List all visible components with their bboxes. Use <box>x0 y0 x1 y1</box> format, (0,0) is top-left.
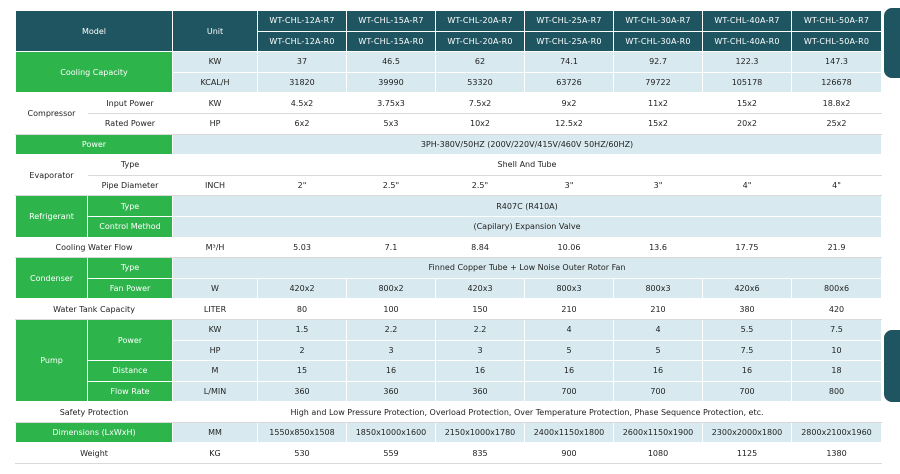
value-cell: 835 <box>436 443 525 464</box>
value-cell: 380 <box>703 299 792 320</box>
value-cell: 53320 <box>436 72 525 93</box>
unit-cell: KG <box>173 443 258 464</box>
value-cell: 7.5 <box>792 319 882 340</box>
value-cell: 360 <box>258 381 347 402</box>
value-cell: 3 <box>436 340 525 361</box>
compressor-rated-row <box>16 113 882 134</box>
unit-cell: KW <box>173 319 258 340</box>
sub-label: Type <box>88 196 173 217</box>
value-cell: 530 <box>258 443 347 464</box>
value-cell: 105178 <box>703 72 792 93</box>
weight-label: Weight <box>16 443 173 464</box>
dimensions-label: Dimensions (LxWxH) <box>16 422 173 443</box>
value-cell: 21.9 <box>792 237 882 258</box>
value-cell: 800x3 <box>525 278 614 299</box>
condenser-type-row <box>16 258 882 279</box>
cooling-capacity-label: Cooling Capacity <box>16 52 173 93</box>
sub-label: Type <box>88 155 173 176</box>
cooling-water-row <box>16 237 882 258</box>
sub-label: Distance <box>88 361 173 382</box>
value-cell: 10x2 <box>436 113 525 134</box>
value-cell: 2" <box>258 175 347 196</box>
value-cell: 2.5" <box>347 175 436 196</box>
sub-label: Pipe Diameter <box>88 175 173 196</box>
value-cell: 559 <box>347 443 436 464</box>
value-cell: 5.5 <box>703 319 792 340</box>
unit-cell: HP <box>173 340 258 361</box>
unit-cell: W <box>173 278 258 299</box>
value-cell: 62 <box>436 52 525 73</box>
value-cell: 6x2 <box>258 113 347 134</box>
cooling-capacity-kw-row <box>16 52 882 73</box>
power-row <box>16 134 882 155</box>
pump-kw-row <box>16 319 882 340</box>
value-cell: 39990 <box>347 72 436 93</box>
unit-header: Unit <box>173 11 258 52</box>
value-cell: 46.5 <box>347 52 436 73</box>
safety-value: High and Low Pressure Protection, Overload Protection, Over Temperature Protection, Phase Sequence Protection, etc. <box>173 402 882 423</box>
value-cell: 18 <box>792 361 882 382</box>
sub-label: Input Power <box>88 93 173 114</box>
value-cell: 17.75 <box>703 237 792 258</box>
pump-distance-row <box>16 361 882 382</box>
value-cell: 2600x1150x1900 <box>614 422 703 443</box>
sub-label: Fan Power <box>88 278 173 299</box>
value-cell: 4 <box>525 319 614 340</box>
value-cell: 700 <box>703 381 792 402</box>
value-cell: 2400x1150x1800 <box>525 422 614 443</box>
value-cell: 420x2 <box>258 278 347 299</box>
cooling-water-label: Cooling Water Flow <box>16 237 173 258</box>
refrigerant-control-value: (Capilary) Expansion Valve <box>173 216 882 237</box>
dimensions-row <box>16 422 882 443</box>
value-cell: 700 <box>614 381 703 402</box>
value-cell: 3.75x3 <box>347 93 436 114</box>
sub-label: Flow Rate <box>88 381 173 402</box>
weight-row <box>16 443 882 464</box>
spec-table <box>15 10 882 464</box>
value-cell: 15x2 <box>703 93 792 114</box>
evaporator-label: Evaporator <box>16 155 88 196</box>
value-cell: 2.2 <box>347 319 436 340</box>
model-r7: WT-CHL-15A-R7 <box>347 11 436 32</box>
compressor-label: Compressor <box>16 93 88 134</box>
value-cell: 5 <box>614 340 703 361</box>
value-cell: 1.5 <box>258 319 347 340</box>
value-cell: 2.5" <box>436 175 525 196</box>
evaporator-pipe-row <box>16 175 882 196</box>
model-r7: WT-CHL-30A-R7 <box>614 11 703 32</box>
value-cell: 4.5x2 <box>258 93 347 114</box>
value-cell: 1380 <box>792 443 882 464</box>
value-cell: 3" <box>614 175 703 196</box>
value-cell: 2800x2100x1960 <box>792 422 882 443</box>
value-cell: 122.3 <box>703 52 792 73</box>
value-cell: 10 <box>792 340 882 361</box>
value-cell: 150 <box>436 299 525 320</box>
value-cell: 360 <box>347 381 436 402</box>
power-value: 3PH-380V/50HZ (200V/220V/415V/460V 50HZ/60HZ) <box>173 134 882 155</box>
value-cell: 8.84 <box>436 237 525 258</box>
value-cell: 92.7 <box>614 52 703 73</box>
model-r0: WT-CHL-40A-R0 <box>703 31 792 52</box>
value-cell: 210 <box>525 299 614 320</box>
value-cell: 360 <box>436 381 525 402</box>
value-cell: 79722 <box>614 72 703 93</box>
model-r0: WT-CHL-20A-R0 <box>436 31 525 52</box>
header-row-r7 <box>16 11 882 32</box>
model-r0: WT-CHL-50A-R0 <box>792 31 882 52</box>
power-label: Power <box>16 134 173 155</box>
side-tab-top <box>884 8 900 78</box>
unit-cell: M <box>173 361 258 382</box>
evaporator-type-row <box>16 155 882 176</box>
sub-label: Rated Power <box>88 113 173 134</box>
unit-cell: KW <box>173 93 258 114</box>
value-cell: 10.06 <box>525 237 614 258</box>
value-cell: 420x6 <box>703 278 792 299</box>
value-cell: 16 <box>525 361 614 382</box>
model-r0: WT-CHL-25A-R0 <box>525 31 614 52</box>
unit-cell: M³/H <box>173 237 258 258</box>
model-r7: WT-CHL-12A-R7 <box>258 11 347 32</box>
refrigerant-type-value: R407C (R410A) <box>173 196 882 217</box>
value-cell: 4" <box>792 175 882 196</box>
pump-label: Pump <box>16 319 88 401</box>
value-cell: 15 <box>258 361 347 382</box>
value-cell: 13.6 <box>614 237 703 258</box>
value-cell: 15x2 <box>614 113 703 134</box>
unit-cell: KW <box>173 52 258 73</box>
refrigerant-type-row <box>16 196 882 217</box>
value-cell: 126678 <box>792 72 882 93</box>
value-cell: 210 <box>614 299 703 320</box>
value-cell: 4 <box>614 319 703 340</box>
value-cell: 7.5 <box>703 340 792 361</box>
condenser-fan-row <box>16 278 882 299</box>
value-cell: 147.3 <box>792 52 882 73</box>
value-cell: 4" <box>703 175 792 196</box>
value-cell: 7.1 <box>347 237 436 258</box>
safety-row <box>16 402 882 423</box>
unit-cell: LITER <box>173 299 258 320</box>
side-tab-bottom <box>884 330 900 402</box>
value-cell: 16 <box>614 361 703 382</box>
value-cell: 1850x1000x1600 <box>347 422 436 443</box>
value-cell: 420 <box>792 299 882 320</box>
evaporator-type-value: Shell And Tube <box>173 155 882 176</box>
water-tank-label: Water Tank Capacity <box>16 299 173 320</box>
value-cell: 63726 <box>525 72 614 93</box>
value-cell: 3 <box>347 340 436 361</box>
model-r7: WT-CHL-20A-R7 <box>436 11 525 32</box>
model-r0: WT-CHL-15A-R0 <box>347 31 436 52</box>
pump-flow-row <box>16 381 882 402</box>
value-cell: 18.8x2 <box>792 93 882 114</box>
value-cell: 1550x850x1508 <box>258 422 347 443</box>
unit-cell: HP <box>173 113 258 134</box>
value-cell: 37 <box>258 52 347 73</box>
value-cell: 16 <box>347 361 436 382</box>
model-r7: WT-CHL-40A-R7 <box>703 11 792 32</box>
model-r7: WT-CHL-25A-R7 <box>525 11 614 32</box>
value-cell: 420x3 <box>436 278 525 299</box>
value-cell: 16 <box>436 361 525 382</box>
value-cell: 800x3 <box>614 278 703 299</box>
value-cell: 16 <box>703 361 792 382</box>
value-cell: 31820 <box>258 72 347 93</box>
value-cell: 2.2 <box>436 319 525 340</box>
value-cell: 1125 <box>703 443 792 464</box>
unit-cell: INCH <box>173 175 258 196</box>
value-cell: 700 <box>525 381 614 402</box>
water-tank-row <box>16 299 882 320</box>
value-cell: 74.1 <box>525 52 614 73</box>
value-cell: 5x3 <box>347 113 436 134</box>
value-cell: 25x2 <box>792 113 882 134</box>
refrigerant-label: Refrigerant <box>16 196 88 237</box>
value-cell: 800 <box>792 381 882 402</box>
safety-label: Safety Protection <box>16 402 173 423</box>
value-cell: 20x2 <box>703 113 792 134</box>
value-cell: 800x2 <box>347 278 436 299</box>
sub-label: Power <box>88 319 173 360</box>
unit-cell: L/MIN <box>173 381 258 402</box>
value-cell: 2300x2000x1800 <box>703 422 792 443</box>
compressor-input-row <box>16 93 882 114</box>
value-cell: 2150x1000x1780 <box>436 422 525 443</box>
unit-cell: MM <box>173 422 258 443</box>
sub-label: Control Method <box>88 216 173 237</box>
refrigerant-control-row <box>16 216 882 237</box>
value-cell: 100 <box>347 299 436 320</box>
value-cell: 11x2 <box>614 93 703 114</box>
value-cell: 900 <box>525 443 614 464</box>
value-cell: 9x2 <box>525 93 614 114</box>
value-cell: 80 <box>258 299 347 320</box>
sub-label: Type <box>88 258 173 279</box>
unit-cell: KCAL/H <box>173 72 258 93</box>
value-cell: 5.03 <box>258 237 347 258</box>
value-cell: 3" <box>525 175 614 196</box>
model-r0: WT-CHL-12A-R0 <box>258 31 347 52</box>
model-r0: WT-CHL-30A-R0 <box>614 31 703 52</box>
value-cell: 800x6 <box>792 278 882 299</box>
model-header: Model <box>16 11 173 52</box>
value-cell: 5 <box>525 340 614 361</box>
condenser-type-value: Finned Copper Tube + Low Noise Outer Rotor Fan <box>173 258 882 279</box>
condenser-label: Condenser <box>16 258 88 299</box>
value-cell: 2 <box>258 340 347 361</box>
value-cell: 1080 <box>614 443 703 464</box>
value-cell: 7.5x2 <box>436 93 525 114</box>
model-r7: WT-CHL-50A-R7 <box>792 11 882 32</box>
value-cell: 12.5x2 <box>525 113 614 134</box>
